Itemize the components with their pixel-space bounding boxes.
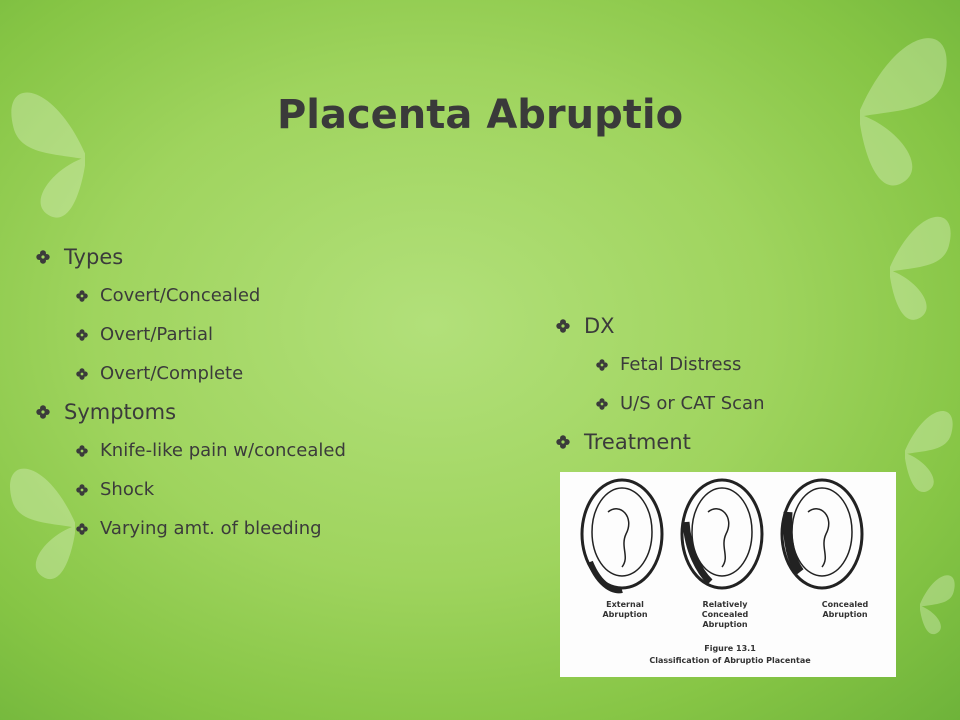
list-item (36, 315, 516, 354)
flower-bullet-icon (76, 329, 88, 341)
bullet-dx (556, 307, 936, 345)
bullet-label: DX (584, 314, 615, 338)
flower-bullet-icon (596, 398, 608, 410)
list-item-label: Covert/Concealed (100, 285, 261, 306)
list-item (36, 431, 516, 470)
flower-bullet-icon (76, 290, 88, 302)
figure-caption-title: Classification of Abruptio Placentae (649, 656, 811, 665)
list-item (36, 509, 516, 548)
flower-bullet-icon (76, 368, 88, 380)
bullet-label: Symptoms (64, 400, 177, 424)
slide-title: Placenta Abruptio (276, 92, 684, 138)
figure-caption-number: Figure 13.1 (704, 644, 756, 653)
figure-label-external: External Abruption (602, 600, 648, 619)
butterfly-icon (0, 60, 170, 230)
list-item (36, 276, 516, 315)
flower-bullet-icon (76, 484, 88, 496)
uterus-relatively-concealed-abruption (682, 480, 762, 588)
figure-label-relatively-concealed: Relatively Concealed Abruption (701, 600, 749, 629)
list-item (36, 354, 516, 393)
uterus-external-abruption (582, 480, 662, 590)
flower-bullet-icon (36, 405, 50, 419)
list-item-label: Fetal Distress (620, 354, 742, 375)
list-item (556, 384, 936, 423)
flower-bullet-icon (596, 359, 608, 371)
bullet-label: Treatment (584, 430, 691, 454)
flower-bullet-icon (76, 523, 88, 535)
abruption-diagram (560, 472, 896, 602)
figure-label-concealed: Concealed Abruption (821, 600, 869, 619)
bullet-label: Types (64, 245, 124, 269)
flower-bullet-icon (556, 435, 570, 449)
uterus-concealed-abruption (782, 480, 862, 588)
flower-bullet-icon (76, 445, 88, 457)
flower-bullet-icon (36, 250, 50, 264)
list-item (556, 345, 936, 384)
left-bullet-list (36, 238, 516, 548)
bullet-treatment (556, 423, 936, 461)
list-item-label: Shock (100, 479, 155, 500)
list-item-label: Overt/Partial (100, 324, 213, 345)
right-bullet-list (556, 307, 936, 461)
list-item-label: U/S or CAT Scan (620, 393, 765, 414)
flower-bullet-icon (556, 319, 570, 333)
list-item-label: Knife-like pain w/concealed (100, 440, 346, 461)
list-item-label: Overt/Complete (100, 363, 244, 384)
bullet-symptoms (36, 393, 516, 431)
list-item-label: Varying amt. of bleeding (100, 518, 322, 539)
abruptio-figure (560, 472, 896, 677)
bullet-types (36, 238, 516, 276)
list-item (36, 470, 516, 509)
